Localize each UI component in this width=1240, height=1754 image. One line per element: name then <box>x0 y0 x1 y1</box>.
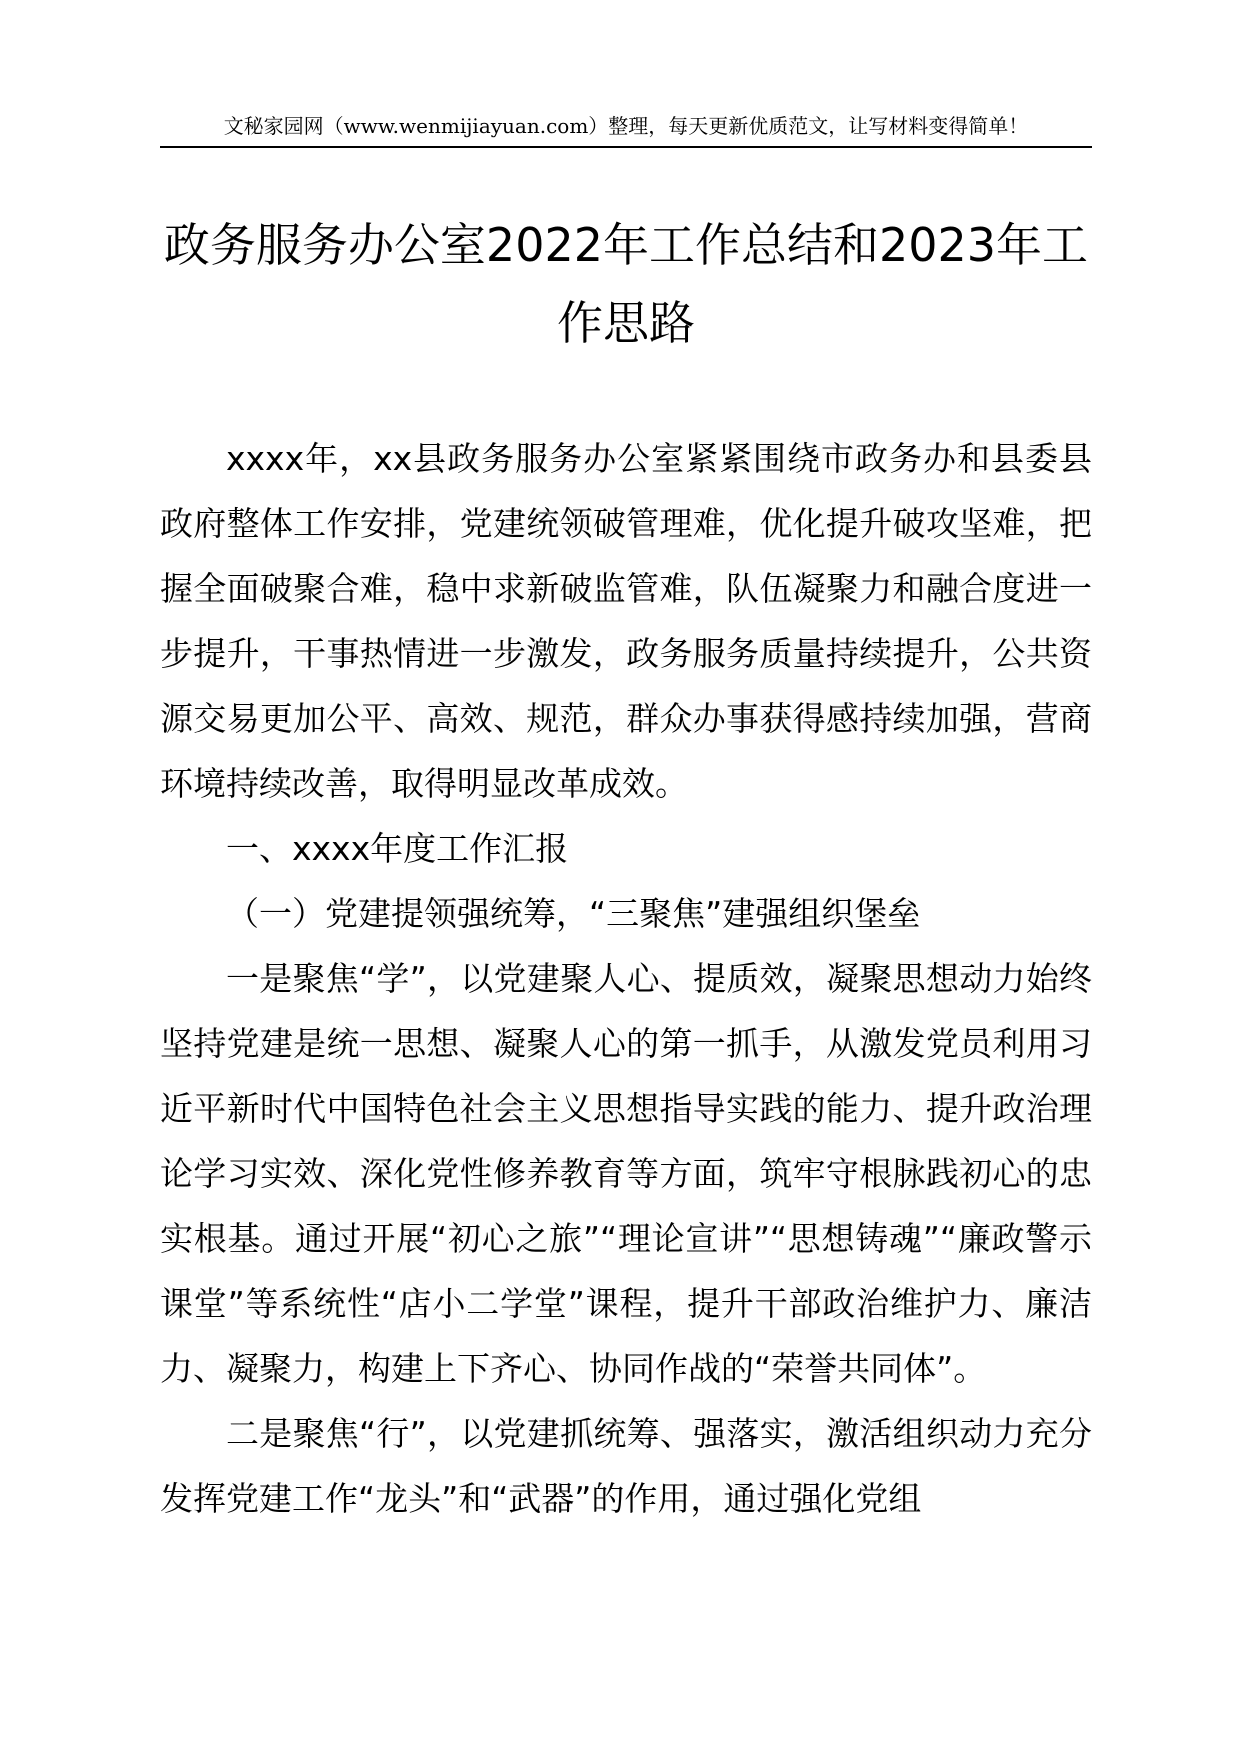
subsection-heading: （一）党建提领强统筹，“三聚焦”建强组织堡垒 <box>226 894 921 933</box>
document-title: 政务服务办公室2022年工作总结和2023年工作思路 <box>163 218 1089 350</box>
section-heading: 一、xxxx年度工作汇报 <box>226 829 569 868</box>
header-divider <box>160 146 1092 148</box>
body-paragraph: 一是聚焦“学”，以党建聚人心、提质效，凝聚思想动力始终坚持党建是统一思想、凝聚人心的第一抓手，从激发党员利用习近平新时代中国特色社会主义思想指导实践的能力、提升政治理论学习实效、深化党性修养教育等方面，筑牢守根脉践初心的忠实根基。通过开展“初心之旅”“理论宣讲”“思想铸魂”“廉政警示课堂”等系统性“店小二学堂”课程，提升干部政治维护力、廉洁力、凝聚力，构建上下齐心、协同作战的“荣誉共同体”。 <box>160 959 1092 1388</box>
page-header: 文秘家园网（www.wenmijiayuan.com）整理，每天更新优质范文，让写材料变得简单！ <box>223 114 1029 138</box>
body-paragraph: 二是聚焦“行”，以党建抓统筹、强落实，激活组织动力充分发挥党建工作“龙头”和“武器”的作用，通过强化党组 <box>160 1414 1092 1518</box>
intro-paragraph: xxxx年，xx县政务服务办公室紧紧围绕市政务办和县委县政府整体工作安排，党建统领破管理难，优化提升破攻坚难，把握全面破聚合难，稳中求新破监管难，队伍凝聚力和融合度进一步提升，干事热情进一步激发，政务服务质量持续提升，公共资源交易更加公平、高效、规范，群众办事获得感持续加强，营商环境持续改善，取得明显改革成效。 <box>160 439 1092 803</box>
document-body <box>160 426 1092 1531</box>
